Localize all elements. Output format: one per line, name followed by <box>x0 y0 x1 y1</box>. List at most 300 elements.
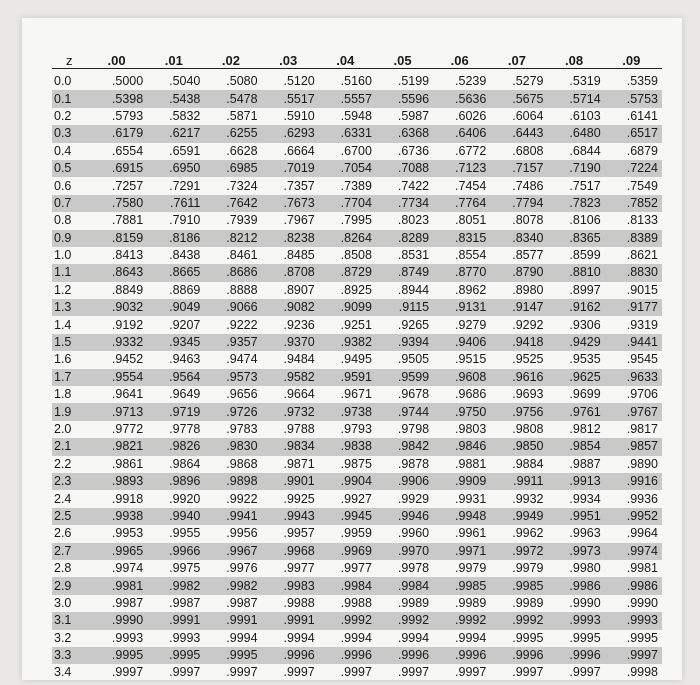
column-header: .08 <box>548 52 605 69</box>
probability-cell: .8925 <box>340 282 372 297</box>
probability-cell: .9292 <box>512 317 544 332</box>
probability-cell: .6808 <box>512 143 544 158</box>
probability-cell: .9686 <box>455 387 487 402</box>
probability-cell: .9898 <box>204 473 261 490</box>
probability-cell: .9983 <box>262 577 319 594</box>
probability-cell: .9992 <box>433 612 490 629</box>
probability-cell: .5199 <box>397 74 430 89</box>
probability-cell: .9990 <box>626 595 658 610</box>
probability-cell: .5478 <box>204 90 261 107</box>
probability-cell: .9989 <box>512 595 544 610</box>
z-value-cell: 1.8 <box>54 387 72 402</box>
probability-cell: .9985 <box>433 577 490 594</box>
probability-cell: .9177 <box>605 299 662 316</box>
table-row <box>52 177 662 194</box>
probability-cell: .6217 <box>147 125 204 142</box>
table-row <box>52 560 662 577</box>
probability-cell: .7123 <box>433 160 490 177</box>
probability-cell: .9996 <box>319 647 376 664</box>
table-row <box>52 334 662 351</box>
probability-cell: .9911 <box>490 473 547 490</box>
probability-cell: .7642 <box>204 195 261 212</box>
probability-cell: .9756 <box>490 403 547 420</box>
column-header: .00 <box>90 52 147 69</box>
probability-cell: .9834 <box>262 438 319 455</box>
probability-cell: .9901 <box>262 473 319 490</box>
probability-cell: .8554 <box>455 248 487 263</box>
probability-cell: .9998 <box>626 665 658 680</box>
probability-cell: .5359 <box>626 74 658 89</box>
probability-cell: .9948 <box>433 508 490 525</box>
probability-cell: .9994 <box>455 630 487 645</box>
probability-cell: .8686 <box>204 264 261 281</box>
probability-cell: .9996 <box>433 647 490 664</box>
z-value-cell: 2.6 <box>54 526 72 541</box>
probability-cell: .6664 <box>283 143 315 158</box>
probability-cell: .9997 <box>512 665 544 680</box>
probability-cell: .7357 <box>283 178 315 193</box>
probability-cell: .9952 <box>605 508 662 525</box>
z-value-cell: 2.9 <box>52 577 90 594</box>
z-table-body <box>52 69 662 682</box>
column-header: .09 <box>605 52 662 69</box>
z-table-header <box>52 52 662 69</box>
probability-cell: .5517 <box>262 90 319 107</box>
probability-cell: .9582 <box>262 369 319 386</box>
probability-cell: .9535 <box>569 352 601 367</box>
probability-cell: .5398 <box>90 90 147 107</box>
table-row <box>52 577 662 594</box>
probability-cell: .9656 <box>226 387 258 402</box>
probability-cell: .6331 <box>319 125 376 142</box>
table-row <box>52 525 662 542</box>
z-value-cell: 3.0 <box>54 595 72 610</box>
table-row <box>52 386 662 403</box>
probability-cell: .9767 <box>605 403 662 420</box>
probability-cell: .7190 <box>548 160 605 177</box>
probability-cell: .9678 <box>397 387 430 402</box>
probability-cell: .9934 <box>569 491 601 506</box>
probability-cell: .9236 <box>283 317 315 332</box>
probability-cell: .5596 <box>376 90 433 107</box>
probability-cell: .9441 <box>605 334 662 351</box>
probability-cell: .9987 <box>169 595 201 610</box>
probability-cell: .7257 <box>111 178 144 193</box>
probability-cell: .9857 <box>605 438 662 455</box>
probability-cell: .9993 <box>605 612 662 629</box>
probability-cell: .9925 <box>283 491 315 506</box>
probability-cell: .9964 <box>626 526 658 541</box>
probability-cell: .9961 <box>455 526 487 541</box>
probability-cell: .9778 <box>169 422 201 436</box>
probability-cell: .7088 <box>376 160 433 177</box>
probability-cell: .9982 <box>204 577 261 594</box>
z-value-cell: 2.3 <box>52 473 90 490</box>
probability-cell: .9732 <box>262 403 319 420</box>
z-value-cell: 2.5 <box>52 508 90 525</box>
probability-cell: .9968 <box>262 543 319 560</box>
z-value-cell: 2.1 <box>52 438 90 455</box>
column-header: .02 <box>204 52 261 69</box>
probability-cell: .5279 <box>512 74 544 89</box>
probability-cell: .9993 <box>169 630 201 645</box>
table-row <box>52 108 662 125</box>
probability-cell: .9977 <box>283 561 315 576</box>
probability-cell: .9995 <box>626 630 658 645</box>
probability-cell: .9370 <box>262 334 319 351</box>
probability-cell: .8599 <box>569 248 601 263</box>
z-value-cell: 2.4 <box>54 491 72 506</box>
z-value-cell: 0.5 <box>52 160 90 177</box>
probability-cell: .9345 <box>147 334 204 351</box>
probability-cell: .5753 <box>605 90 662 107</box>
probability-cell: .5832 <box>169 108 201 123</box>
probability-cell: .9941 <box>204 508 261 525</box>
table-row <box>52 264 662 281</box>
probability-cell: .9896 <box>147 473 204 490</box>
probability-cell: .9996 <box>262 647 319 664</box>
probability-cell: .9484 <box>283 352 315 367</box>
probability-cell: .9608 <box>433 369 490 386</box>
probability-cell: .9265 <box>397 317 430 332</box>
probability-cell: .8907 <box>283 282 315 297</box>
table-row <box>52 508 662 525</box>
probability-cell: .9564 <box>147 369 204 386</box>
probability-cell: .8186 <box>147 230 204 247</box>
paper-sheet <box>22 18 682 680</box>
table-row <box>52 647 662 664</box>
probability-cell: .9868 <box>226 456 258 471</box>
z-value-cell: 0.2 <box>54 108 72 123</box>
probability-cell: .9871 <box>283 456 315 471</box>
probability-cell: .9861 <box>111 456 144 471</box>
probability-cell: .9975 <box>169 561 201 576</box>
z-value-cell: 2.2 <box>54 456 72 471</box>
probability-cell: .9319 <box>626 317 658 332</box>
probability-cell: .9997 <box>226 665 258 680</box>
probability-cell: .9997 <box>455 665 487 680</box>
probability-cell: .5910 <box>283 108 315 123</box>
probability-cell: .9713 <box>90 403 147 420</box>
probability-cell: .9418 <box>490 334 547 351</box>
probability-cell: .8264 <box>319 230 376 247</box>
probability-cell: .9826 <box>147 438 204 455</box>
probability-cell: .7454 <box>455 178 487 193</box>
z-value-cell: 0.0 <box>54 74 72 89</box>
z-value-cell: 1.7 <box>52 369 90 386</box>
probability-cell: .9495 <box>340 352 372 367</box>
z-value-cell: 1.9 <box>52 403 90 420</box>
probability-cell: .9951 <box>548 508 605 525</box>
probability-cell: .9906 <box>376 473 433 490</box>
probability-cell: .9750 <box>433 403 490 420</box>
probability-cell: .9988 <box>340 595 372 610</box>
probability-cell: .9982 <box>147 577 204 594</box>
table-row <box>52 90 662 107</box>
probability-cell: .9699 <box>569 387 601 402</box>
probability-cell: .8389 <box>605 230 662 247</box>
z-value-cell: 0.4 <box>54 143 72 158</box>
z-value-cell: 1.6 <box>54 352 72 367</box>
probability-cell: .7157 <box>490 160 547 177</box>
probability-cell: .6480 <box>548 125 605 142</box>
probability-cell: .9992 <box>319 612 376 629</box>
column-header: .03 <box>262 52 319 69</box>
probability-cell: .9850 <box>490 438 547 455</box>
probability-cell: .9878 <box>397 456 430 471</box>
probability-cell: .9978 <box>397 561 430 576</box>
probability-cell: .9131 <box>433 299 490 316</box>
probability-cell: .9945 <box>319 508 376 525</box>
probability-cell: .9997 <box>340 665 372 680</box>
probability-cell: .8340 <box>490 230 547 247</box>
probability-cell: .6554 <box>111 143 144 158</box>
z-value-cell: 3.4 <box>54 665 72 680</box>
probability-cell: .7486 <box>512 178 544 193</box>
z-value-cell: 0.9 <box>52 230 90 247</box>
probability-cell: .9994 <box>340 630 372 645</box>
probability-cell: .8159 <box>90 230 147 247</box>
table-row <box>52 473 662 490</box>
probability-cell: .9995 <box>512 630 544 645</box>
probability-cell: .9207 <box>169 317 201 332</box>
probability-cell: .6985 <box>204 160 261 177</box>
probability-cell: .9251 <box>340 317 372 332</box>
probability-cell: .9931 <box>455 491 487 506</box>
probability-cell: .8888 <box>226 282 258 297</box>
probability-cell: .7054 <box>319 160 376 177</box>
probability-cell: .9981 <box>90 577 147 594</box>
probability-cell: .6628 <box>226 143 258 158</box>
probability-cell: .8289 <box>376 230 433 247</box>
probability-cell: .9997 <box>283 665 315 680</box>
z-value-cell: 3.3 <box>52 647 90 664</box>
probability-cell: .9938 <box>90 508 147 525</box>
probability-cell: .9994 <box>397 630 430 645</box>
probability-cell: .9916 <box>605 473 662 490</box>
probability-cell: .9881 <box>455 456 487 471</box>
probability-cell: .5160 <box>340 74 372 89</box>
probability-cell: .7389 <box>340 178 372 193</box>
probability-cell: .9032 <box>90 299 147 316</box>
probability-cell: .7995 <box>340 213 372 228</box>
probability-cell: .7224 <box>605 160 662 177</box>
probability-cell: .9222 <box>226 317 258 332</box>
z-value-cell: 0.1 <box>52 90 90 107</box>
table-row <box>52 247 662 264</box>
probability-cell: .7764 <box>433 195 490 212</box>
probability-cell: .9997 <box>569 665 601 680</box>
probability-cell: .6443 <box>490 125 547 142</box>
probability-cell: .9981 <box>626 561 658 576</box>
column-header: .05 <box>376 52 433 69</box>
probability-cell: .9015 <box>626 282 658 297</box>
probability-cell: .8962 <box>455 282 487 297</box>
column-header: .04 <box>319 52 376 69</box>
probability-cell: .8770 <box>433 264 490 281</box>
z-value-cell: 0.8 <box>54 213 72 228</box>
table-row <box>52 595 662 612</box>
probability-cell: .9875 <box>340 456 372 471</box>
probability-cell: .9997 <box>397 665 430 680</box>
probability-cell: .9279 <box>455 317 487 332</box>
probability-cell: .8133 <box>626 213 658 228</box>
probability-cell: .9970 <box>376 543 433 560</box>
probability-cell: .9997 <box>605 647 662 664</box>
probability-cell: .6591 <box>169 143 201 158</box>
probability-cell: .6950 <box>147 160 204 177</box>
probability-cell: .9965 <box>90 543 147 560</box>
probability-cell: .7704 <box>319 195 376 212</box>
probability-cell: .9049 <box>147 299 204 316</box>
probability-cell: .8078 <box>512 213 544 228</box>
probability-cell: .9979 <box>512 561 544 576</box>
z-value-cell: 2.8 <box>54 561 72 576</box>
probability-cell: .8944 <box>397 282 430 297</box>
probability-cell: .9830 <box>204 438 261 455</box>
probability-cell: .9927 <box>340 491 372 506</box>
probability-cell: .9332 <box>90 334 147 351</box>
probability-cell: .7019 <box>262 160 319 177</box>
probability-cell: .9969 <box>319 543 376 560</box>
probability-cell: .6772 <box>455 143 487 158</box>
probability-cell: .8438 <box>169 248 201 263</box>
probability-cell: .6517 <box>605 125 662 142</box>
probability-cell: .9641 <box>111 387 144 402</box>
z-value-cell: 1.1 <box>52 264 90 281</box>
probability-cell: .9706 <box>626 387 658 402</box>
probability-cell: .9990 <box>569 595 601 610</box>
probability-cell: .9783 <box>226 422 258 436</box>
probability-cell: .9986 <box>548 577 605 594</box>
probability-cell: .9893 <box>90 473 147 490</box>
probability-cell: .9993 <box>111 630 144 645</box>
probability-cell: .9991 <box>262 612 319 629</box>
probability-cell: .8051 <box>455 213 487 228</box>
probability-cell: .7910 <box>169 213 201 228</box>
probability-cell: .9993 <box>548 612 605 629</box>
table-row <box>52 299 662 316</box>
probability-cell: .9798 <box>397 422 430 436</box>
probability-cell: .9989 <box>455 595 487 610</box>
probability-cell: .8485 <box>283 248 315 263</box>
probability-cell: .9761 <box>548 403 605 420</box>
column-header: .06 <box>433 52 490 69</box>
table-row <box>52 664 662 681</box>
probability-cell: .9995 <box>204 647 261 664</box>
probability-cell: .9382 <box>319 334 376 351</box>
table-row <box>52 212 662 229</box>
probability-cell: .7967 <box>283 213 315 228</box>
probability-cell: .7673 <box>262 195 319 212</box>
probability-cell: .5636 <box>433 90 490 107</box>
probability-cell: .8238 <box>262 230 319 247</box>
probability-cell: .5793 <box>111 108 144 123</box>
probability-cell: .9573 <box>204 369 261 386</box>
table-row <box>52 438 662 455</box>
probability-cell: .9991 <box>204 612 261 629</box>
probability-cell: .7611 <box>147 195 204 212</box>
probability-cell: .9082 <box>262 299 319 316</box>
table-row <box>52 630 662 647</box>
probability-cell: .9995 <box>90 647 147 664</box>
probability-cell: .9192 <box>111 317 144 332</box>
table-row <box>52 69 662 91</box>
probability-cell: .9974 <box>605 543 662 560</box>
probability-cell: .9995 <box>569 630 601 645</box>
table-row <box>52 543 662 560</box>
probability-cell: .7580 <box>90 195 147 212</box>
probability-cell: .9147 <box>490 299 547 316</box>
probability-cell: .9664 <box>283 387 315 402</box>
header-row <box>52 52 662 69</box>
probability-cell: .5438 <box>147 90 204 107</box>
probability-cell: .7823 <box>548 195 605 212</box>
probability-cell: .9066 <box>204 299 261 316</box>
probability-cell: .8810 <box>548 264 605 281</box>
probability-cell: .9864 <box>169 456 201 471</box>
probability-cell: .9995 <box>147 647 204 664</box>
probability-cell: .9929 <box>397 491 430 506</box>
probability-cell: .9986 <box>605 577 662 594</box>
probability-cell: .9996 <box>376 647 433 664</box>
probability-cell: .7881 <box>111 213 144 228</box>
probability-cell: .9887 <box>569 456 601 471</box>
probability-cell: .9162 <box>548 299 605 316</box>
probability-cell: .6255 <box>204 125 261 142</box>
probability-cell: .9960 <box>397 526 430 541</box>
table-row <box>52 456 662 473</box>
probability-cell: .8461 <box>226 248 258 263</box>
probability-cell: .6103 <box>569 108 601 123</box>
probability-cell: .6736 <box>397 143 430 158</box>
probability-cell: .8577 <box>512 248 544 263</box>
probability-cell: .9909 <box>433 473 490 490</box>
probability-cell: .9803 <box>455 422 487 436</box>
probability-cell: .9429 <box>548 334 605 351</box>
probability-cell: .9406 <box>433 334 490 351</box>
probability-cell: .9976 <box>226 561 258 576</box>
probability-cell: .5000 <box>111 74 144 89</box>
table-row <box>52 421 662 438</box>
probability-cell: .9996 <box>490 647 547 664</box>
probability-cell: .9842 <box>376 438 433 455</box>
probability-cell: .9957 <box>283 526 315 541</box>
probability-cell: .9817 <box>626 422 658 436</box>
probability-cell: .9932 <box>512 491 544 506</box>
probability-cell: .8869 <box>169 282 201 297</box>
table-row <box>52 125 662 142</box>
probability-cell: .9920 <box>169 491 201 506</box>
probability-cell: .9545 <box>626 352 658 367</box>
probability-cell: .6179 <box>90 125 147 142</box>
probability-cell: .9474 <box>226 352 258 367</box>
probability-cell: .9793 <box>340 422 372 436</box>
probability-cell: .8980 <box>512 282 544 297</box>
probability-cell: .9554 <box>90 369 147 386</box>
z-value-cell: 1.5 <box>52 334 90 351</box>
table-row <box>52 282 662 299</box>
z-value-cell: 3.1 <box>52 612 90 629</box>
column-header: .01 <box>147 52 204 69</box>
probability-cell: .6844 <box>569 143 601 158</box>
probability-cell: .9599 <box>376 369 433 386</box>
probability-cell: .8023 <box>397 213 430 228</box>
probability-cell: .8365 <box>548 230 605 247</box>
column-header: .07 <box>490 52 547 69</box>
probability-cell: .5120 <box>283 74 315 89</box>
probability-cell: .9693 <box>512 387 544 402</box>
